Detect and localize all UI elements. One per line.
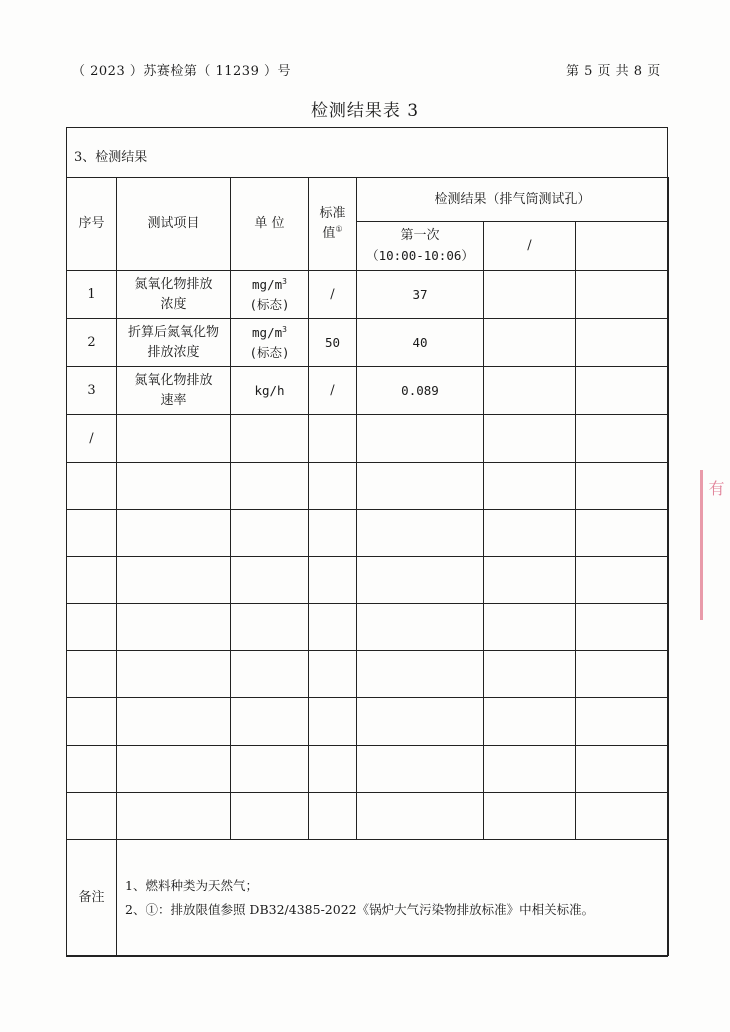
cell-blank — [576, 319, 669, 367]
cell-item — [117, 367, 231, 415]
cell-index: 3 — [67, 367, 117, 415]
notes-row — [67, 840, 669, 956]
cell-first: 0.089 — [357, 367, 484, 415]
item-line1: 氮氧化物排放 — [134, 276, 213, 292]
unit-line1: mg/m — [252, 276, 283, 292]
unit-sup: 3 — [282, 324, 287, 334]
empty-row — [67, 604, 669, 651]
standard-header-line2: 值 — [322, 226, 336, 241]
col-header-unit: 单 位 — [231, 178, 309, 271]
col-header-result-group: 检测结果（排气筒测试孔） — [357, 178, 669, 222]
note-line-2: 2、①：排放限值参照 DB32/4385-2022《锅炉大气污染物排放标准》中相关标准。 — [125, 901, 595, 917]
cell-index: 1 — [67, 271, 117, 319]
empty-row — [67, 793, 669, 840]
header-row-1 — [67, 178, 669, 222]
cell-other — [484, 319, 576, 367]
cell-blank — [576, 415, 669, 463]
cell-standard: 50 — [309, 319, 357, 367]
col-header-blank — [576, 222, 669, 271]
cell-unit — [231, 415, 309, 463]
item-line2: 排放浓度 — [147, 344, 200, 360]
unit-line2: (标态) — [249, 296, 290, 312]
col-header-other: / — [484, 222, 576, 271]
cell-item — [117, 271, 231, 319]
cell-other — [484, 271, 576, 319]
cell-other — [484, 367, 576, 415]
col-header-standard — [309, 178, 357, 271]
empty-row — [67, 746, 669, 793]
item-line1: 氮氧化物排放 — [134, 372, 213, 388]
item-line1: 折算后氮氧化物 — [127, 324, 219, 340]
table-row — [67, 367, 669, 415]
standard-header-line1: 标准 — [319, 206, 346, 221]
page-indicator: 第 5 页 共 8 页 — [566, 64, 661, 79]
cell-unit — [231, 271, 309, 319]
first-header-line1: 第一次 — [400, 227, 440, 243]
cell-other — [484, 415, 576, 463]
cell-standard: / — [309, 271, 357, 319]
table-row — [67, 319, 669, 367]
cell-unit — [231, 319, 309, 367]
unit-line1: mg/m — [252, 324, 283, 340]
cell-item — [117, 415, 231, 463]
table-row — [67, 271, 669, 319]
empty-row — [67, 557, 669, 604]
notes-label: 备注 — [67, 840, 117, 956]
empty-row — [67, 510, 669, 557]
cell-item — [117, 319, 231, 367]
unit-line2: (标态) — [249, 344, 290, 360]
cell-index: 2 — [67, 319, 117, 367]
cell-index: / — [67, 415, 117, 463]
note-line-1: 1、燃料种类为天然气； — [125, 877, 258, 893]
empty-row — [67, 463, 669, 510]
cell-standard — [309, 415, 357, 463]
col-header-first — [357, 222, 484, 271]
notes-content — [117, 840, 669, 956]
section-label: 3、检测结果 — [74, 150, 148, 165]
results-table — [66, 177, 669, 956]
cell-unit: kg/h — [231, 367, 309, 415]
cell-blank — [576, 367, 669, 415]
col-header-item: 测试项目 — [117, 178, 231, 271]
empty-row — [67, 698, 669, 746]
page-title: 检测结果表 3 — [310, 101, 420, 121]
cell-first: 40 — [357, 319, 484, 367]
item-line2: 速率 — [160, 392, 187, 408]
cell-first — [357, 415, 484, 463]
unit-sup: 3 — [282, 276, 287, 286]
cell-blank — [576, 271, 669, 319]
item-line2: 浓度 — [160, 296, 187, 312]
seal-stamp-text: 有 — [706, 480, 725, 496]
first-header-line2: （10:00-10:06） — [366, 247, 474, 263]
table-row — [67, 415, 669, 463]
cell-standard: / — [309, 367, 357, 415]
cell-first: 37 — [357, 271, 484, 319]
standard-footnote-mark: ① — [335, 224, 343, 234]
report-number: （ 2023 ）苏赛检第（ 11239 ）号 — [72, 64, 291, 79]
col-header-index: 序号 — [67, 178, 117, 271]
empty-row — [67, 651, 669, 698]
